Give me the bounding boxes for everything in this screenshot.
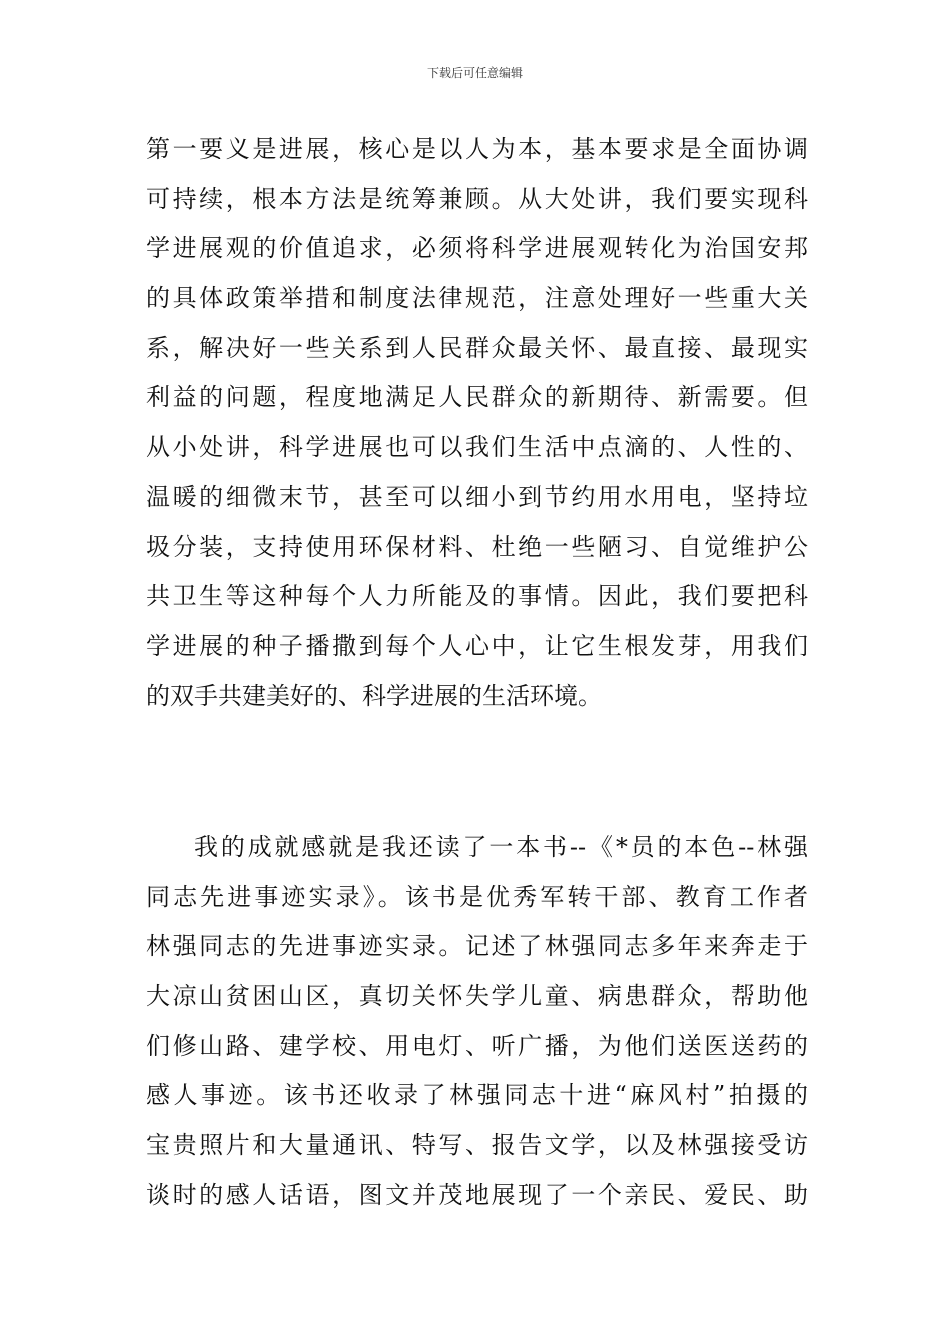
text-line: 可持续，根本方法是统筹兼顾。从大处讲，我们要实现科 — [146, 184, 808, 213]
text-line: 从小处讲，科学进展也可以我们生活中点滴的、人性的、 — [146, 433, 808, 462]
page-header: 下载后可任意编辑 — [426, 66, 523, 80]
text-line: 系，解决好一些关系到人民群众最关怀、最直接、最现实 — [146, 333, 808, 362]
text-line: 的双手共建美好的、科学进展的生活环境。 — [146, 681, 602, 710]
text-line: 利益的问题，程度地满足人民群众的新期待、新需要。但 — [146, 383, 808, 412]
text-line: 温暖的细微末节，甚至可以细小到节约用水用电，坚持垃 — [146, 482, 808, 511]
text-line: 的具体政策举措和制度法律规范，注意处理好一些重大关 — [146, 284, 808, 313]
text-line: 感人事迹。该书还收录了林强同志十进“麻风村”拍摄的 — [146, 1081, 808, 1110]
paragraph-2 — [146, 823, 808, 1221]
text-line: 同志先进事迹实录》。该书是优秀军转干部、教育工作者 — [146, 882, 808, 911]
text-line: 谈时的感人话语，图文并茂地展现了一个亲民、爱民、助 — [146, 1180, 808, 1209]
text-line: 共卫生等这种每个人力所能及的事情。因此，我们要把科 — [146, 582, 808, 611]
text-line: 我的成就感就是我还读了一本书--《*员的本色--林强 — [194, 833, 808, 861]
paragraph-1 — [146, 125, 808, 721]
text-line: 圾分装，支持使用环保材料、杜绝一些陋习、自觉维护公 — [146, 532, 808, 561]
text-line: 第一要义是进展，核心是以人为本，基本要求是全面协调 — [146, 135, 808, 163]
text-line: 林强同志的先进事迹实录。记述了林强同志多年来奔走于 — [146, 932, 808, 961]
text-line: 大凉山贫困山区，真切关怀失学儿童、病患群众，帮助他 — [146, 982, 808, 1011]
text-line: 学进展的种子播撒到每个人心中，让它生根发芽，用我们 — [146, 631, 808, 660]
text-line: 宝贵照片和大量通讯、特写、报告文学，以及林强接受访 — [146, 1131, 808, 1160]
text-line: 学进展观的价值追求，必须将科学进展观转化为治国安邦 — [146, 234, 808, 263]
text-line: 们修山路、建学校、用电灯、听广播，为他们送医送药的 — [146, 1031, 808, 1060]
